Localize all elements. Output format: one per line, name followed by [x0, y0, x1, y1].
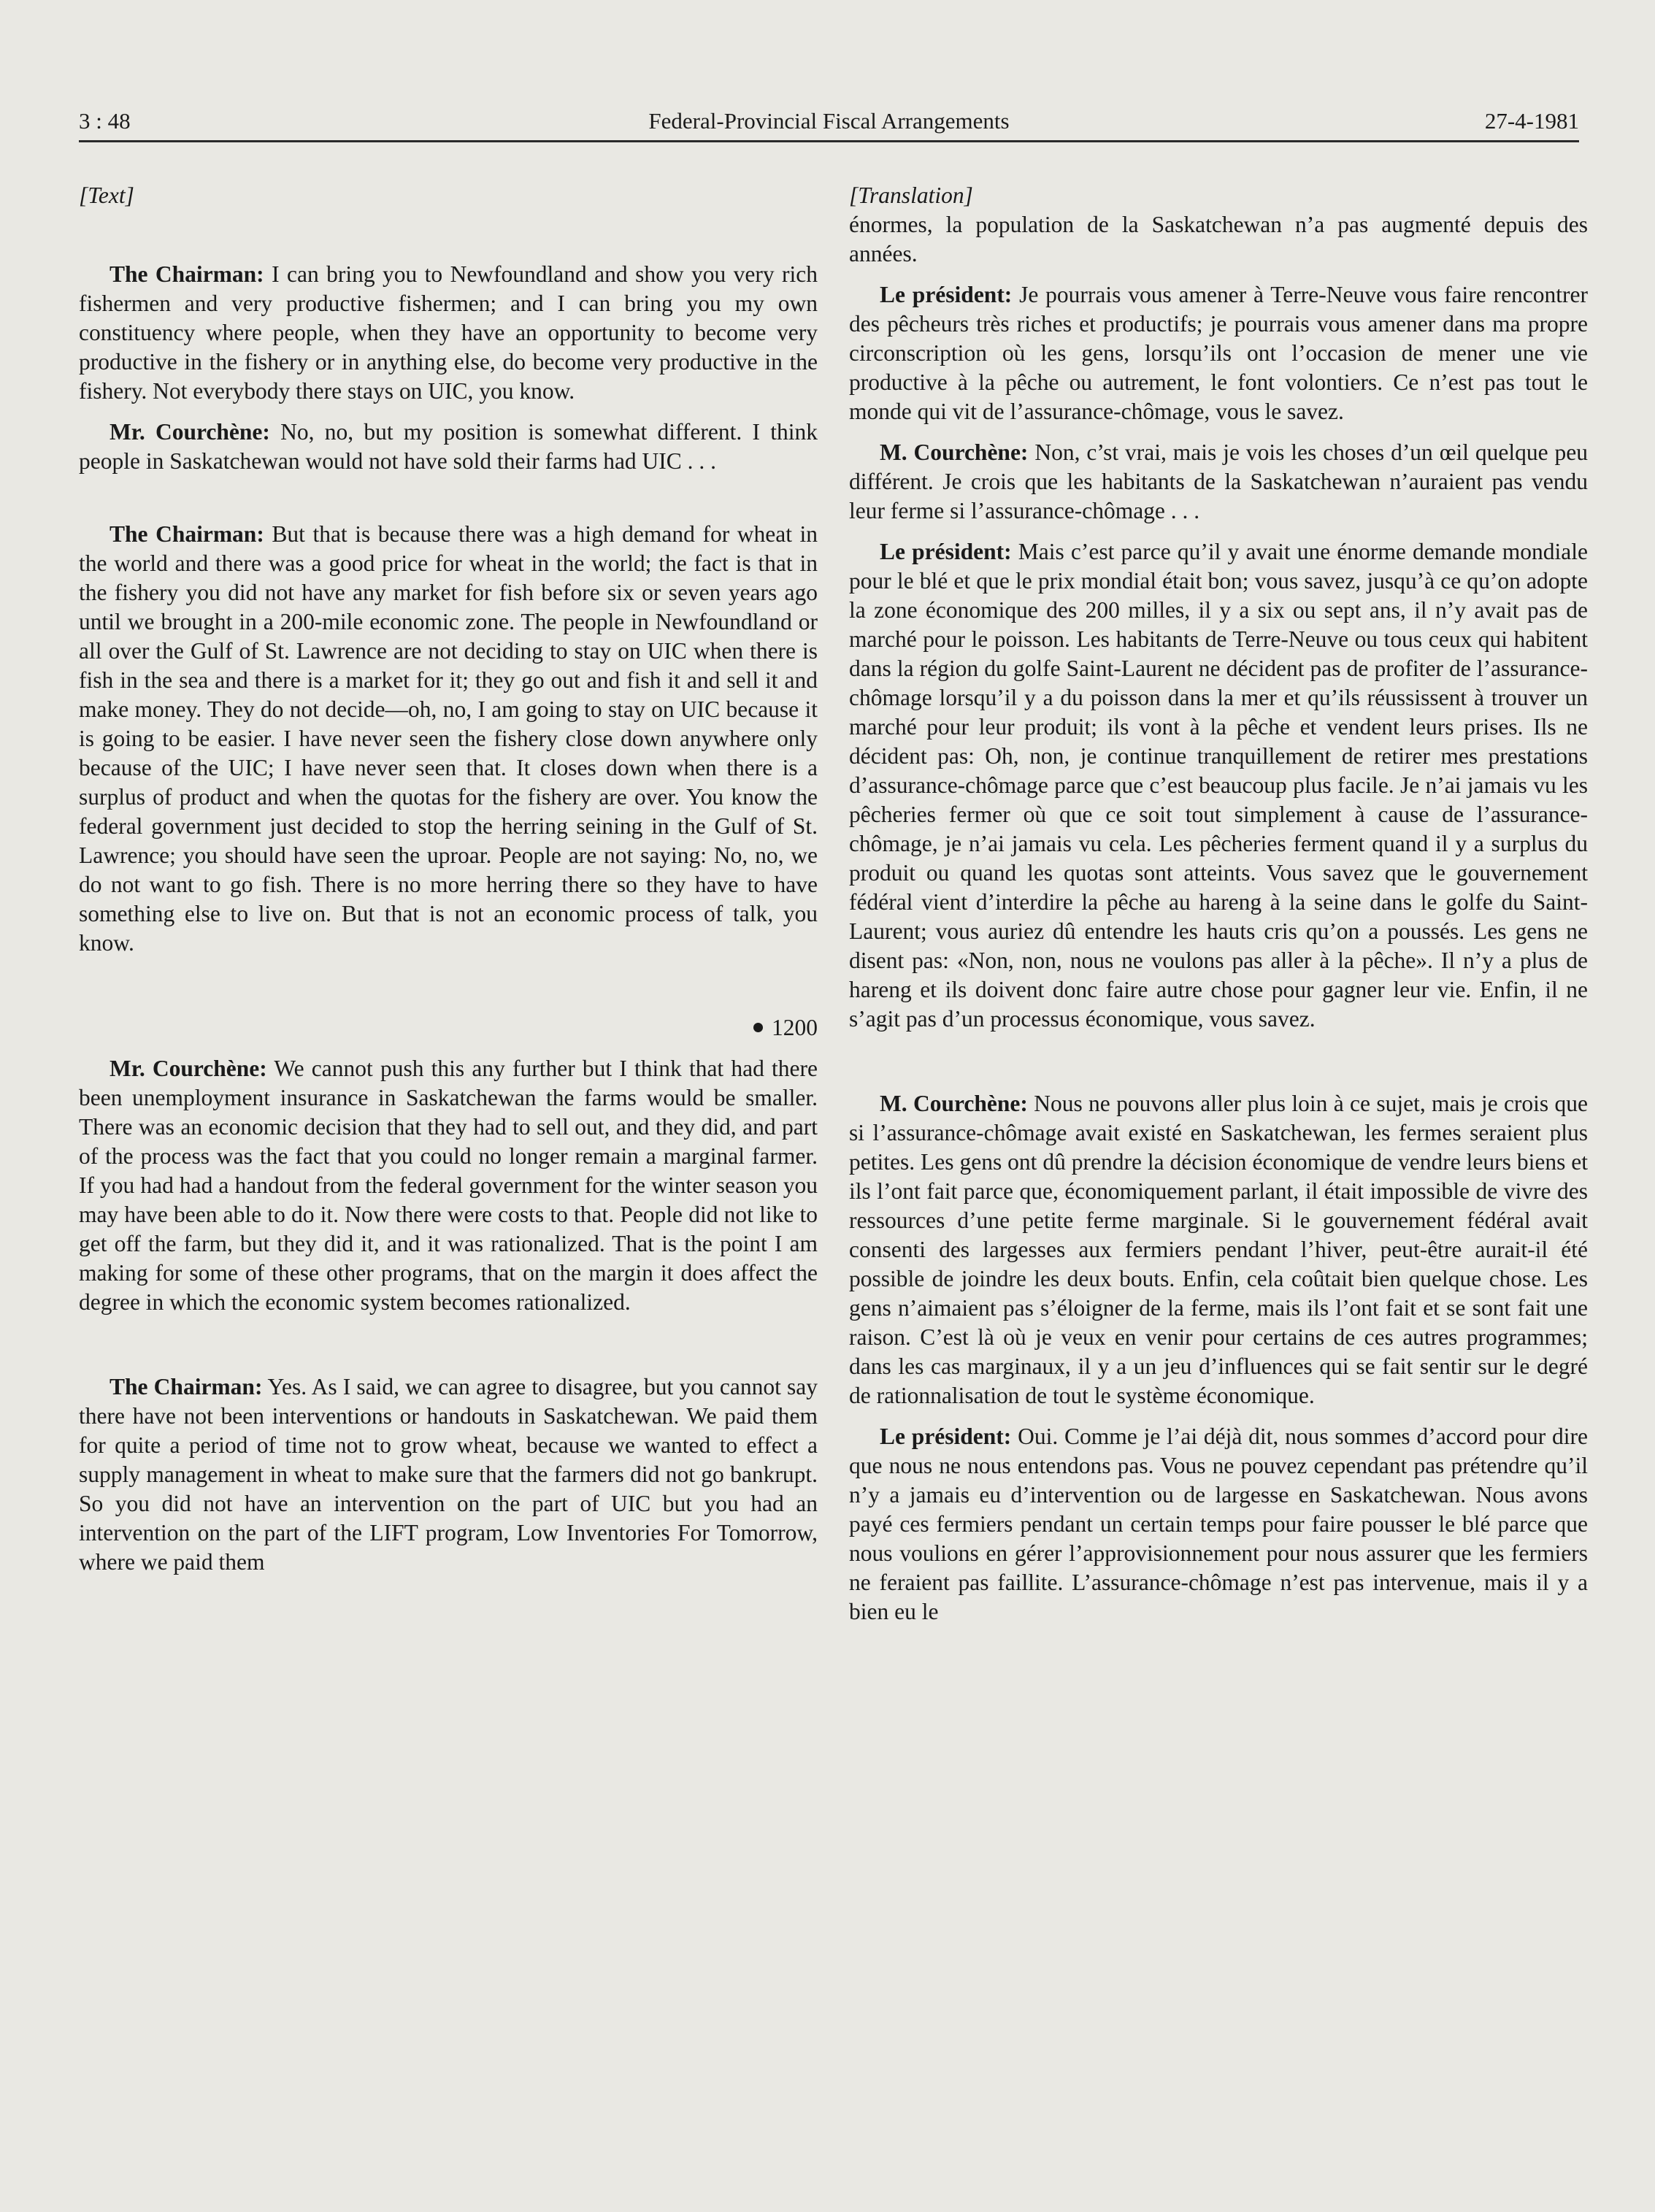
paragraph: [849, 280, 1588, 426]
paragraph: [849, 210, 1588, 269]
running-header: [79, 104, 1579, 139]
paragraph: [79, 520, 818, 958]
paragraph: [79, 1372, 818, 1577]
speaker-name: The Chairman:: [110, 521, 264, 547]
speaker-name: Mr. Courchène:: [110, 419, 270, 445]
header-rule: [79, 140, 1579, 142]
speech-text: I can bring you to Newfoundland and show you very rich fishermen and very productive fishermen; and I can bring you my own constituency where people, when they have an opportunity to become very productive in the fishery or in anything else, do become very productive in the fishery. Not everybody there stays on UIC, you know.: [79, 261, 818, 404]
paragraph: [849, 537, 1588, 1034]
speaker-name: M. Courchène:: [880, 439, 1029, 465]
speech-text: Yes. As I said, we can agree to disagree, but you cannot say there have not been interventions or handouts in Saskatchewan. We paid them for quite a period of time not to grow wheat, because we wanted to effect a supply management in wheat to make sure that the farmers did not go bankrupt. So you did not have an intervention on the part of UIC but you had an intervention on the part of the LIFT program, Low Inventories For Tomorrow, where we paid them: [79, 1374, 818, 1575]
french-column: [849, 181, 1588, 1627]
speech-text: No, no, but my position is somewhat different. I think people in Saskatchewan would not have sold their farms had UIC . . .: [79, 419, 818, 474]
speech-text: But that is because there was a high demand for wheat in the world and there was a good price for wheat in the world; the fact is that in the fishery you did not have any market for fish before six or seven years ago until we brought in a 200-mile economic zone. The people in Newfoundland or all over the Gulf of St. Lawrence are not deciding to stay on UIC when there is fish in the sea and there is a market for it; they go out and fish it and sell it and make money. They do not decide—oh, no, I am going to stay on UIC because it is going to be easier. I have never seen the fishery close down anywhere only because of the UIC; I have never seen that. It closes down when there is a surplus of product and when the quotas for the fishery are over. You know the federal government just decided to stop the herring seining in the Gulf of St. Lawrence; you should have seen the uproar. People are not saying: No, no, we do not want to go fish. There is no more herring there so they have to have something else to live on. But that is not an economic process of talk, you know.: [79, 521, 818, 956]
speaker-name: The Chairman:: [110, 261, 264, 287]
speaker-name: M. Courchène:: [880, 1091, 1028, 1116]
column-label-text: [Text]: [79, 183, 134, 208]
speech-text: énormes, la population de la Saskatchewan n’a pas augmenté depuis des années.: [849, 212, 1588, 266]
speech-text: Oui. Comme je l’ai déjà dit, nous sommes d’accord pour dire que nous ne nous entendons pas. Vous ne pouvez cependant pas prétendre qu’il n’y a jamais eu d’intervention ou de largesse en Saskatchewan. Nous avons payé ces fermiers pendant un certain temps pour faire pousser le blé parce que nous voulions en gérer l’approvisionnement pour nous assurer que les fermiers ne feraient pas faillite. L’assurance-chômage n’est pas intervenue, mais il y a bien eu le: [849, 1424, 1588, 1624]
time-marker: 1200: [79, 1013, 818, 1042]
paragraph: [849, 438, 1588, 526]
running-title: Federal-Provincial Fiscal Arrangements: [648, 108, 1010, 134]
page-number: 3 : 48: [79, 108, 131, 134]
speech-text: Je pourrais vous amener à Terre-Neuve vous faire rencontrer des pêcheurs très riches et productifs; je pourrais vous amener dans ma propre circonscription où les gens, lorsqu’ils ont l’occasion de mener une vie productive à la pêche ou autrement, le font volontiers. Ce n’est pas tout le monde qui vit de l’assurance-chômage, vous le savez.: [849, 282, 1588, 424]
paragraph: [849, 1422, 1588, 1627]
column-label-translation: [Translation]: [849, 183, 973, 208]
speaker-name: Mr. Courchène:: [110, 1056, 267, 1081]
speech-text: We cannot push this any further but I think that had there been unemployment insurance in Saskatchewan the farms would be smaller. There was an economic decision that they had to sell out, and they did, and part of the process was the fact that you could no longer remain a marginal farmer. If you had had a handout from the federal government for the winter season you may have been able to do it. Now there were costs to that. People did not like to get off the farm, but they did it, and it was rationalized. That is the point I am making for some of these other programs, that on the margin it does affect the degree in which the economic system becomes rationalized.: [79, 1056, 818, 1315]
header-date: 27-4-1981: [1484, 108, 1579, 134]
speaker-name: Le président:: [880, 282, 1013, 307]
english-column: [79, 181, 818, 1577]
speech-text: Nous ne pouvons aller plus loin à ce sujet, mais je crois que si l’assurance-chômage avait existé en Saskatchewan, les fermes seraient plus petites. Les gens ont dû prendre la décision économique de vendre leurs biens et ils l’ont fait parce que, économiquement parlant, il était impossible de vivre des ressources d’une petite ferme marginale. Si le gouvernement fédéral avait consenti des largesses aux fermiers pendant l’hiver, peut-être aurait-il été possible de joindre les deux bouts. Enfin, cela coûtait bien quelque chose. Les gens n’aimaient pas s’éloigner de la ferme, mais ils l’ont fait et se sont fait une raison. C’est là où je veux en venir pour certains de ces autres programmes; dans les cas marginaux, il y a un jeu d’influences qui se fait sentir sur le degré de rationnalisation de tout le système économique.: [849, 1091, 1589, 1408]
paragraph: [79, 260, 818, 406]
speech-text: Mais c’est parce qu’il y avait une énorme demande mondiale pour le blé et que le prix mondial était bon; vous savez, jusqu’à ce qu’on adopte la zone économique des 200 milles, il y a six ou sept ans, il n’y avait pas de marché pour le poisson. Les habitants de Terre-Neuve ou tous ceux qui habitent dans la région du golfe Saint-Laurent ne décident pas de profiter de l’assurance-chômage lorsqu’il y a du poisson dans la mer et qu’ils réussissent à trouver un marché pour leur produit; ils vont à la pêche et vendent leurs prises. Ils ne décident pas: Oh, non, je continue tranquillement de retirer mes prestations d’assurance-chômage parce que c’est beaucoup plus facile. Je n’ai jamais vu les pêcheries fermer où que ce soit tout simplement à cause de l’assurance-chômage, je n’ai jamais vu cela. Les pêcheries ferment quand il y a surplus du produit ou quand les quotas sont atteints. Vous savez que le gouvernement fédéral vient d’interdire la pêche au hareng à la seine dans le golfe du Saint-Laurent; vous auriez dû entendre les hauts cris qu’on a poussés. Les gens ne disent pas: «Non, non, nous ne voulons pas aller à la pêche». Il n’y a plus de hareng et ils doivent donc faire autre chose pour gagner leur vie. Enfin, il ne s’agit pas d’un processus économique, vous savez.: [849, 539, 1588, 1032]
paragraph: [79, 1054, 818, 1317]
speaker-name: Le président:: [880, 539, 1012, 564]
speaker-name: The Chairman:: [110, 1374, 263, 1399]
paragraph: [79, 418, 818, 476]
paragraph: [849, 1089, 1588, 1410]
bullet-icon: [753, 1023, 763, 1032]
speech-text: Non, c’st vrai, mais je vois les choses d’un œil quelque peu différent. Je crois que les habitants de la Saskatchewan n’auraient pas vendu leur ferme si l’assurance-chômage . . .: [849, 439, 1588, 523]
speaker-name: Le président:: [880, 1424, 1012, 1449]
